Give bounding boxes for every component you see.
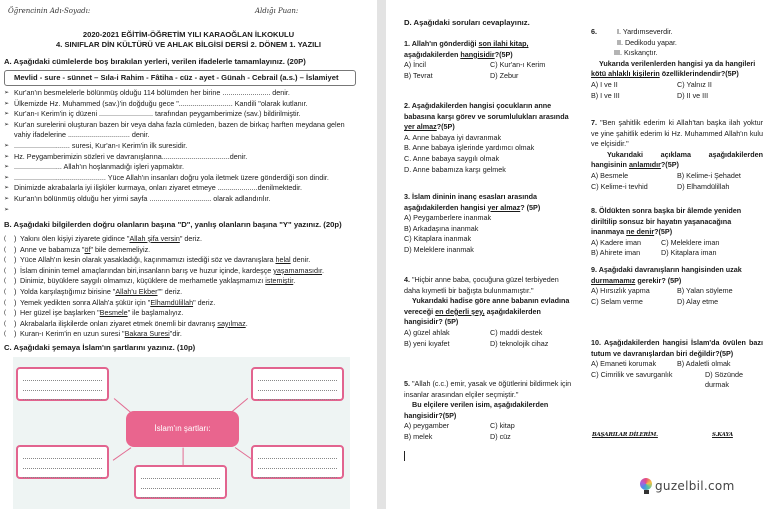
arrow-icon xyxy=(113,447,132,461)
student-name-label: Öğrencinin Adı-Soyadı: xyxy=(8,7,91,15)
watermark-logo xyxy=(640,478,735,494)
list-item: ➢ Kur'an surelerini oluşturan bazen bir veya daha fazla cümleden, bazen de birkaç harften meydana gelen vahiy ifadelerine ............................... denir. xyxy=(4,119,345,140)
option: D. Anne babamıza karşı gelmek xyxy=(404,164,506,174)
list-item: ➢ ........................ Allah'ın hoşlanmadığı işleri yapmaktır. xyxy=(4,162,184,172)
question-1: 1. Allah'ın gönderdiği son ilahi kitap, aşağıdakilerden hangisidir?(5P) A) İncil C) Kur'an-ı Kerim B) Tevrat D) Zebur xyxy=(404,39,576,81)
option: D) Sözünde durmak xyxy=(705,369,743,390)
option: C) maddi destek xyxy=(490,327,543,337)
option: D) Alay etme xyxy=(677,296,719,306)
list-item: ➢ ............................ suresi, Kur'an-ı Kerim'in ilk suresidir. xyxy=(4,140,188,150)
exam-title-line2: 4. SINIFLAR DİN KÜLTÜRÜ VE AHLAK BİLGİSİ DERSİ 2. DÖNEM 1. YAZILI xyxy=(56,40,321,49)
list-item: ( ) Dinimiz, büyüklere saygılı olmamızı, küçüklere de merhametle yaklaşmamızı istemiştir. xyxy=(4,276,296,286)
option: B. Anne babaya işlerinde yardımcı olmak xyxy=(404,143,535,153)
arrow-icon xyxy=(182,448,183,466)
option: C) kitap xyxy=(490,421,515,431)
arrow-icon xyxy=(114,398,132,413)
score-label: Aldığı Puan: xyxy=(255,7,299,15)
option: C) Yalnız II xyxy=(677,79,712,89)
question-5: 5. "Allah (c.c.) emir, yasak ve öğütlerini bildirmek için insanlar arasından elçiler seçmiştir." Bu elçilere verilen isim, aşağıdakilerden hangisidir?(5P) A) peygamber C) kitap B) melek D) cüz xyxy=(404,379,576,443)
option: B) Tevrat xyxy=(404,70,433,80)
answer-box-3[interactable] xyxy=(16,445,109,479)
arrow-bullet-icon: ➢ xyxy=(4,142,10,149)
option: A) Peygamberlere inanmak xyxy=(404,213,492,223)
signature-left: BAŞARILAR DİLERİM. xyxy=(592,432,658,438)
question-4: 4. "Hiçbir anne baba, çocuğuna güzel terbiyeden daha kıymetli bir bağışta bulunmamıştır." Yukarıdaki hadise göre anne babanın evladına vereceği en değerli şey, aşağıdakilerden hangisidir? (5P) A) güzel ahlak C) maddi destek B) yeni kıyafet D) teknolojik cihaz xyxy=(404,275,576,349)
arrow-bullet-icon: ➢ xyxy=(4,100,10,107)
page-gutter xyxy=(377,0,386,509)
question-7: 7. "Ben şahitlik ederim ki Allah'tan başka ilah yoktur ve yine şahitlik ederim ki Hz. Muhammed Allah'ın kulu ve elçisidir." Yukarıdaki açıklama aşağıdakilerden hangisinin anlamıdır?(5P) A) Besmele B) Kelime-i Şehadet C) Kelime-i tevhid D) Elhamdülillah xyxy=(591,118,764,191)
question-9: 9. Aşağıdaki davranışların hangisinden uzak durmamamız gerekir? (5P) A) Hırsızlık yapma B) Yalan söyleme C) Selam verme D) Alay etme xyxy=(591,265,763,307)
list-item: ( ) Yakını ölen kişiyi ziyarete gidince "Allah şifa versin" deriz. xyxy=(4,234,202,243)
arrow-bullet-icon: ➢ xyxy=(4,121,10,128)
option: C) Kitaplara inanmak xyxy=(404,234,472,244)
section-c-heading: C. Aşağıdaki şemaya İslam'ın şartlarını yazınız. (10p) xyxy=(4,343,196,352)
list-item: ➢ Kur'an-ı Kerim'in iç düzeni ........................... tarafından peygamberimize (sav.) bildirilmiştir. xyxy=(4,109,301,119)
list-item: ➢ .............................................. Yüce Allah'ın insanları doğru yola iletmek üzere gönderdiği son dindir. xyxy=(4,172,329,182)
option: D) Zebur xyxy=(490,70,519,80)
list-item: ➢ Hz. Peygamberimizin sözleri ve davranışlarına..................................denir. xyxy=(4,151,248,161)
list-item: ( ) Akrabalarla ilişkilerde onları ziyaret etmek önemli bir davranış sayılmaz. xyxy=(4,318,248,328)
option: B) Arkadaşına inanmak xyxy=(404,223,479,233)
question-8: 8. Öldükten sonra başka bir âlemde yeniden diriltilip sonsuz bir hayatın yaşanacağına inanmaya ne denir?(5P) A) Kadere iman C) Meleklere iman B) Ahirete iman D) Kitaplara iman xyxy=(591,206,763,259)
option: A) peygamber xyxy=(404,421,450,431)
list-item: ( ) Her güzel işe başlarken "Besmele" ile başlamalıyız. xyxy=(4,308,184,318)
arrow-bullet-icon: ➢ xyxy=(4,164,10,171)
option: B) melek xyxy=(404,431,433,441)
answer-box-2[interactable] xyxy=(251,367,344,401)
list-item: ➢ Kur'an'ın bölünmüş olduğu her yirmi sayfa ............................... olarak adlandırılır. xyxy=(4,193,271,203)
option: D) cüz xyxy=(490,431,511,441)
section-a-heading: A. Aşağıdaki cümlelerde boş bırakılan yerleri, verilen ifadelerle tamamlayınız. (20P) xyxy=(4,57,306,66)
answer-box-5[interactable] xyxy=(251,445,344,479)
diagram-center-label: İslam'ın şartları: xyxy=(126,411,239,447)
option: A) Besmele xyxy=(591,170,629,180)
arrow-bullet-icon: ➢ xyxy=(4,111,10,118)
arrow-bullet-icon: ➢ xyxy=(4,185,10,192)
option: B) Adaletli olmak xyxy=(677,359,731,369)
option: C) Cimrilik ve savurganlık xyxy=(591,369,673,379)
option: C) Kur'an-ı Kerim xyxy=(490,60,546,70)
list-item: ➢ Kur'an'ın besmelelerle bölünmüş olduğu 114 bölümden her birine ........................ denir. xyxy=(4,88,290,97)
arrow-bullet-icon: ➢ xyxy=(4,206,10,213)
option: A) Emaneti korumak xyxy=(591,359,657,369)
option: B) yeni kıyafet xyxy=(404,338,450,348)
option: D) Elhamdülillah xyxy=(677,181,730,191)
option: C) Meleklere iman xyxy=(661,237,720,247)
exam-title-line1: 2020-2021 EĞİTİM-ÖĞRETİM YILI KARAOĞLAN İLKOKULU xyxy=(82,30,295,39)
option: A) İncil xyxy=(404,60,426,70)
option: A) Kadere iman xyxy=(591,237,641,247)
question-6: 6. I. Yardımseverdir. II. Dedikodu yapar. III. Kıskançtır. Yukarıda verilenlerden hangisi ya da hangileri kötü ahlaklı kişilerin özelliklerindendir?(5P) A) I ve II C) Yalnız II B) I ve III D) II ve III xyxy=(591,27,763,101)
list-item: ( ) Yolda karşılaştığımız birisine "Allah'u Ekber"" deriz. xyxy=(4,286,183,296)
option: B) Yalan söyleme xyxy=(677,286,733,296)
arrow-bullet-icon: ➢ xyxy=(4,153,10,160)
islam-conditions-diagram xyxy=(13,357,350,509)
option: D) Meleklere inanmak xyxy=(404,244,474,254)
option: A. Anne babaya iyi davranmak xyxy=(404,132,502,142)
list-item: ➢ Ülkemizde Hz. Muhammed (sav.)'in doğduğu gece "........................... Kandili "olarak kutlanır. xyxy=(4,98,308,108)
list-item: ( ) Anne ve babamıza "öf" bile dememeliyiz. xyxy=(4,244,151,254)
question-3: 3. İslam dininin inanç esasları arasında aşağıdakilerden hangisi yer almaz? (5P) A) Peygamberlere inanmak B) Arkadaşına inanmak C) Kitaplara inanmak D) Meleklere inanmak xyxy=(404,192,576,256)
signature-right: S.KAYA xyxy=(712,432,733,438)
list-item: ( ) Kuran-ı Kerim'in en uzun suresi "Bakara Suresi"dir. xyxy=(4,329,182,339)
watermark-text: guzelbil.com xyxy=(655,479,735,493)
option: A) I ve II xyxy=(591,79,618,89)
option: B) Ahirete iman xyxy=(591,248,641,258)
answer-box-4[interactable] xyxy=(134,465,227,499)
list-item: ( ) Yemek yedikten sonra Allah'a şükür için "Elhamdülillah" deriz. xyxy=(4,297,216,307)
option: C) Selam verme xyxy=(591,296,643,306)
arrow-bullet-icon: ➢ xyxy=(4,90,10,96)
option: A) Hırsızlık yapma xyxy=(591,286,650,296)
option: D) teknolojik cihaz xyxy=(490,338,549,348)
text-cursor xyxy=(404,451,405,461)
true-false-list xyxy=(4,234,324,340)
word-bank: Mevlid - sure - sünnet – Sıla-i Rahim - Fâtiha - cüz - ayet - Günah - Cebrail (a.s.) – İslamiyet xyxy=(4,70,356,86)
option: A) güzel ahlak xyxy=(404,327,450,337)
option: D) Kitaplara iman xyxy=(661,248,717,258)
list-item: ( ) İslam dininin temel amaçlarından biri,insanların barış ve huzur içinde, kardeşçe yaşamamasıdır. xyxy=(4,265,325,275)
option: C. Anne babaya saygılı olmak xyxy=(404,153,500,163)
question-10: 10. Aşağıdakilerden hangisi İslam'da övülen bazı tutum ve davranışlardan biri değildir?(5P) A) Emaneti korumak B) Adaletli olmak C) Cimrilik ve savurganlık D) Sözünde durmak xyxy=(591,338,764,390)
section-b-heading: B. Aşağıdaki bilgilerden doğru olanların başına "D", yanlış olanların başına "Y" yazınız. (20p) xyxy=(4,220,342,229)
section-d-heading: D. Aşağıdaki soruları cevaplayınız. xyxy=(404,18,530,27)
arrow-bullet-icon: ➢ xyxy=(4,174,10,181)
option: B) I ve III xyxy=(591,90,620,100)
option: C) Kelime-i tevhid xyxy=(591,181,648,191)
fill-blank-list xyxy=(4,88,359,213)
question-2: 2. Aşağıdakilerden hangisi çocukların anne babasına karşı görev ve sorumlulukları arasında yer almaz?(5P) A. Anne babaya iyi davranmak B. Anne babaya işlerinde yardımcı olmak C. Anne babaya saygılı olmak D. Anne babamıza karşı gelmek xyxy=(404,101,576,175)
option: B) Kelime-i Şehadet xyxy=(677,170,741,180)
list-item: ➢ Dinimizde akrabalarla iyi ilişkiler kurmaya, onları ziyaret etmeye ....................denilmektedir. xyxy=(4,183,302,193)
list-item: ( ) Yüce Allah'ın kesin olarak yasakladığı, kaçınmamızı istediği söz ve davranışlara helal denir. xyxy=(4,255,311,265)
answer-box-1[interactable] xyxy=(16,367,109,401)
lightbulb-icon xyxy=(640,478,652,494)
exam-page-left xyxy=(0,0,377,509)
option: D) II ve III xyxy=(677,90,709,100)
arrow-bullet-icon: ➢ xyxy=(4,195,10,202)
